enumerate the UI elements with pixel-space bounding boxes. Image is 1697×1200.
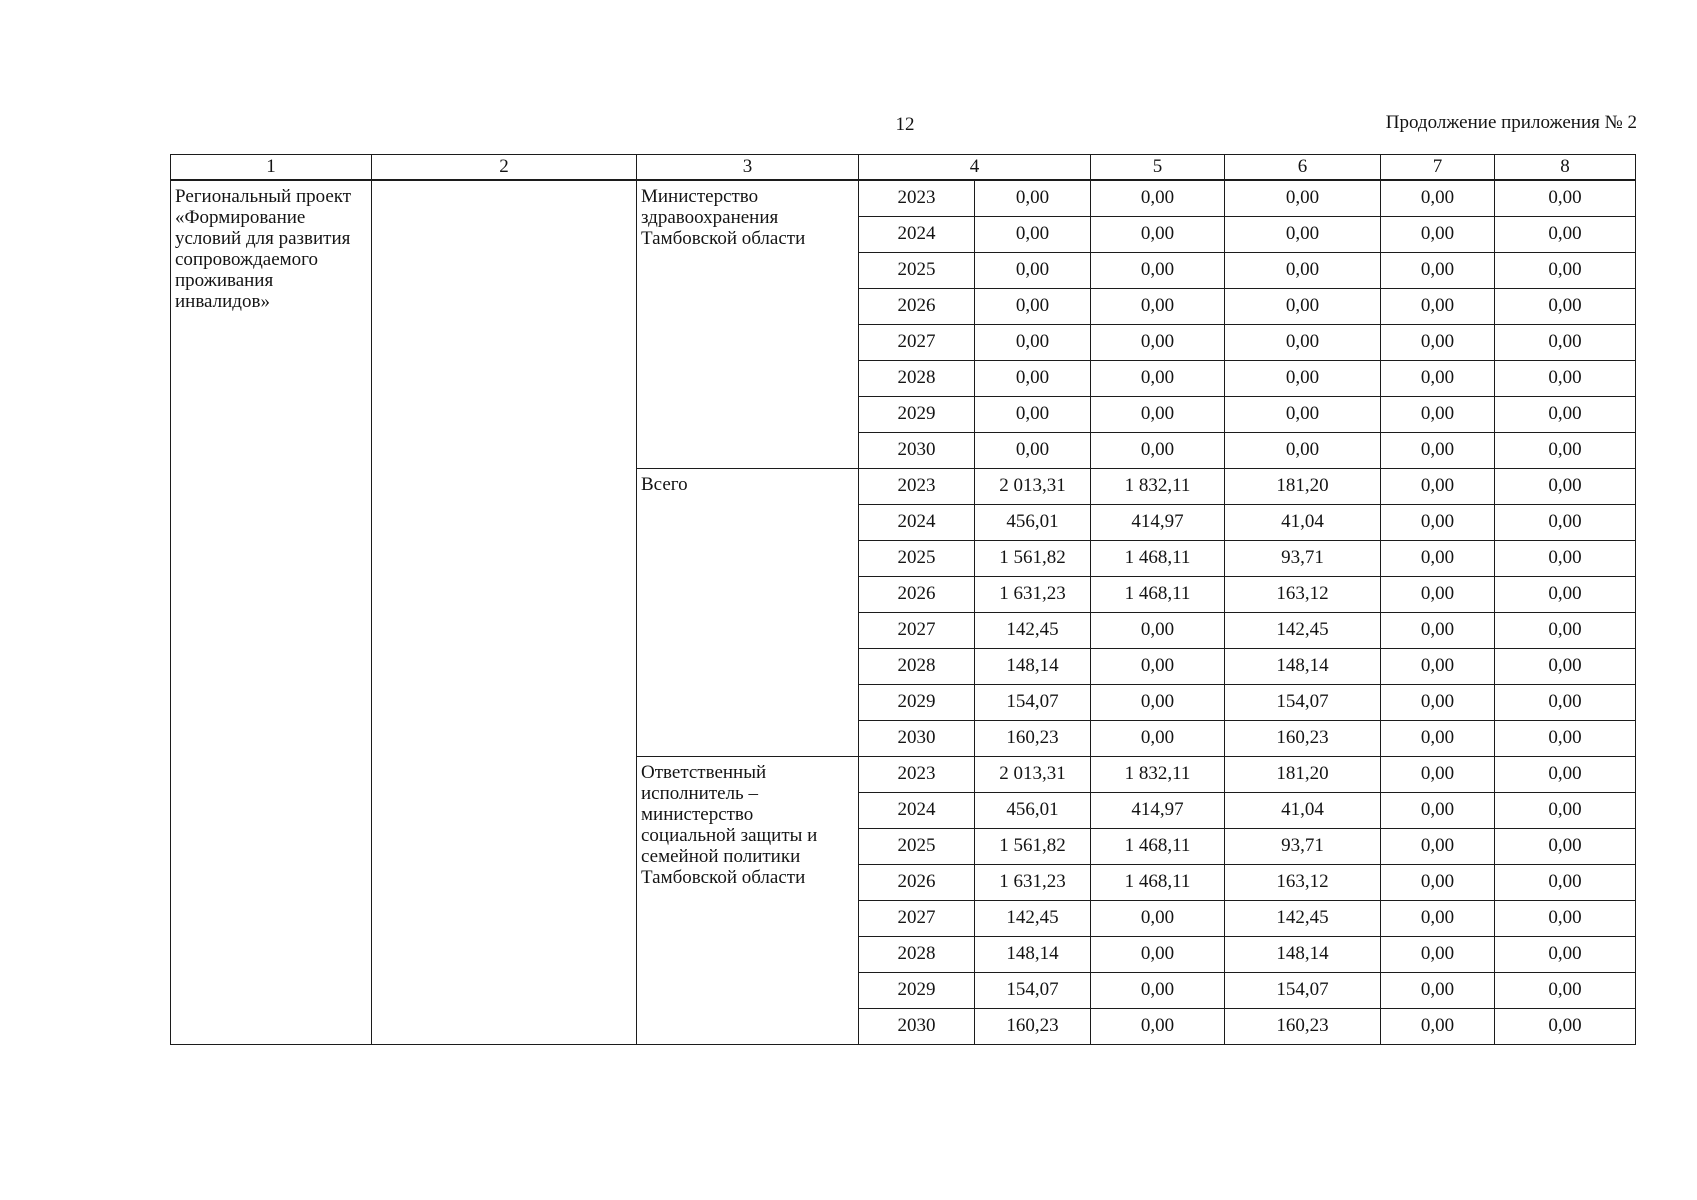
col-6-value-cell: 163,12 (1225, 864, 1381, 900)
col-7-value-cell: 0,00 (1381, 180, 1495, 216)
col-8-value-cell: 0,00 (1495, 576, 1636, 612)
col-6-value-cell: 0,00 (1225, 324, 1381, 360)
col-6-value-cell: 181,20 (1225, 756, 1381, 792)
col-7-value-cell: 0,00 (1381, 468, 1495, 504)
col-8-value-cell: 0,00 (1495, 684, 1636, 720)
year-cell: 2025 (859, 540, 975, 576)
col-6-value-cell: 0,00 (1225, 216, 1381, 252)
col-7-value-cell: 0,00 (1381, 216, 1495, 252)
col-4-value-cell: 154,07 (975, 972, 1091, 1008)
col-8-value-cell: 0,00 (1495, 720, 1636, 756)
year-cell: 2030 (859, 1008, 975, 1044)
year-cell: 2025 (859, 828, 975, 864)
executor-cell: Ответственный исполнитель – министерство социальной защиты и семейной политики Тамбовской области (637, 756, 859, 1044)
col-8-value-cell: 0,00 (1495, 792, 1636, 828)
col-4-value-cell: 148,14 (975, 936, 1091, 972)
column-header-3: 3 (637, 155, 859, 181)
year-cell: 2026 (859, 864, 975, 900)
col-7-value-cell: 0,00 (1381, 612, 1495, 648)
executor-cell: Всего (637, 468, 859, 756)
page-number: 12 (895, 114, 915, 135)
col-7-value-cell: 0,00 (1381, 792, 1495, 828)
col-6-value-cell: 0,00 (1225, 180, 1381, 216)
col-4-value-cell: 142,45 (975, 900, 1091, 936)
col-6-value-cell: 163,12 (1225, 576, 1381, 612)
col-7-value-cell: 0,00 (1381, 324, 1495, 360)
table-header-row (171, 155, 1636, 181)
col-4-value-cell: 456,01 (975, 792, 1091, 828)
col-4-value-cell: 154,07 (975, 684, 1091, 720)
year-cell: 2027 (859, 612, 975, 648)
year-cell: 2029 (859, 684, 975, 720)
column-2-cell (372, 180, 637, 1044)
project-name-cell: Региональный проект «Формирование условий для развития сопровождаемого проживания инвалидов» (171, 180, 372, 1044)
column-header-5: 5 (1091, 155, 1225, 181)
col-7-value-cell: 0,00 (1381, 360, 1495, 396)
col-7-value-cell: 0,00 (1381, 972, 1495, 1008)
col-5-value-cell: 0,00 (1091, 900, 1225, 936)
year-cell: 2023 (859, 468, 975, 504)
col-4-value-cell: 1 631,23 (975, 864, 1091, 900)
column-header-7: 7 (1381, 155, 1495, 181)
table-body (171, 180, 1636, 1044)
col-5-value-cell: 1 468,11 (1091, 864, 1225, 900)
col-4-value-cell: 0,00 (975, 252, 1091, 288)
col-8-value-cell: 0,00 (1495, 540, 1636, 576)
col-5-value-cell: 0,00 (1091, 360, 1225, 396)
col-6-value-cell: 41,04 (1225, 792, 1381, 828)
col-7-value-cell: 0,00 (1381, 720, 1495, 756)
year-cell: 2023 (859, 180, 975, 216)
col-8-value-cell: 0,00 (1495, 288, 1636, 324)
col-6-value-cell: 41,04 (1225, 504, 1381, 540)
col-5-value-cell: 0,00 (1091, 180, 1225, 216)
col-8-value-cell: 0,00 (1495, 936, 1636, 972)
col-6-value-cell: 181,20 (1225, 468, 1381, 504)
year-cell: 2030 (859, 432, 975, 468)
col-6-value-cell: 93,71 (1225, 540, 1381, 576)
col-5-value-cell: 0,00 (1091, 936, 1225, 972)
col-4-value-cell: 0,00 (975, 324, 1091, 360)
year-cell: 2024 (859, 504, 975, 540)
column-header-8: 8 (1495, 155, 1636, 181)
col-4-value-cell: 0,00 (975, 288, 1091, 324)
year-cell: 2024 (859, 216, 975, 252)
col-4-value-cell: 0,00 (975, 396, 1091, 432)
col-4-value-cell: 0,00 (975, 432, 1091, 468)
col-7-value-cell: 0,00 (1381, 504, 1495, 540)
col-8-value-cell: 0,00 (1495, 360, 1636, 396)
col-7-value-cell: 0,00 (1381, 396, 1495, 432)
col-5-value-cell: 1 468,11 (1091, 576, 1225, 612)
year-cell: 2028 (859, 360, 975, 396)
col-4-value-cell: 148,14 (975, 648, 1091, 684)
col-7-value-cell: 0,00 (1381, 936, 1495, 972)
col-5-value-cell: 1 832,11 (1091, 468, 1225, 504)
year-cell: 2028 (859, 936, 975, 972)
col-5-value-cell: 0,00 (1091, 396, 1225, 432)
year-cell: 2023 (859, 756, 975, 792)
col-5-value-cell: 1 832,11 (1091, 756, 1225, 792)
col-5-value-cell: 0,00 (1091, 216, 1225, 252)
col-6-value-cell: 160,23 (1225, 720, 1381, 756)
col-6-value-cell: 0,00 (1225, 396, 1381, 432)
col-6-value-cell: 160,23 (1225, 1008, 1381, 1044)
col-6-value-cell: 148,14 (1225, 936, 1381, 972)
col-8-value-cell: 0,00 (1495, 612, 1636, 648)
col-6-value-cell: 148,14 (1225, 648, 1381, 684)
col-5-value-cell: 0,00 (1091, 288, 1225, 324)
column-header-4: 4 (859, 155, 1091, 181)
col-8-value-cell: 0,00 (1495, 432, 1636, 468)
col-5-value-cell: 0,00 (1091, 720, 1225, 756)
col-5-value-cell: 0,00 (1091, 648, 1225, 684)
col-8-value-cell: 0,00 (1495, 828, 1636, 864)
col-7-value-cell: 0,00 (1381, 288, 1495, 324)
col-6-value-cell: 0,00 (1225, 252, 1381, 288)
col-5-value-cell: 414,97 (1091, 792, 1225, 828)
col-6-value-cell: 93,71 (1225, 828, 1381, 864)
col-8-value-cell: 0,00 (1495, 756, 1636, 792)
col-8-value-cell: 0,00 (1495, 900, 1636, 936)
col-4-value-cell: 1 561,82 (975, 828, 1091, 864)
col-6-value-cell: 142,45 (1225, 612, 1381, 648)
col-6-value-cell: 154,07 (1225, 972, 1381, 1008)
col-7-value-cell: 0,00 (1381, 252, 1495, 288)
col-4-value-cell: 1 561,82 (975, 540, 1091, 576)
column-header-1: 1 (171, 155, 372, 181)
col-5-value-cell: 414,97 (1091, 504, 1225, 540)
col-7-value-cell: 0,00 (1381, 900, 1495, 936)
col-5-value-cell: 1 468,11 (1091, 828, 1225, 864)
col-7-value-cell: 0,00 (1381, 684, 1495, 720)
col-5-value-cell: 0,00 (1091, 1008, 1225, 1044)
year-cell: 2026 (859, 576, 975, 612)
col-6-value-cell: 142,45 (1225, 900, 1381, 936)
col-8-value-cell: 0,00 (1495, 252, 1636, 288)
col-7-value-cell: 0,00 (1381, 828, 1495, 864)
col-4-value-cell: 142,45 (975, 612, 1091, 648)
year-cell: 2027 (859, 900, 975, 936)
col-5-value-cell: 0,00 (1091, 324, 1225, 360)
col-5-value-cell: 0,00 (1091, 612, 1225, 648)
table-row (171, 180, 1636, 216)
col-4-value-cell: 456,01 (975, 504, 1091, 540)
col-4-value-cell: 2 013,31 (975, 468, 1091, 504)
year-cell: 2030 (859, 720, 975, 756)
col-4-value-cell: 0,00 (975, 216, 1091, 252)
column-header-6: 6 (1225, 155, 1381, 181)
col-7-value-cell: 0,00 (1381, 648, 1495, 684)
col-6-value-cell: 0,00 (1225, 432, 1381, 468)
col-4-value-cell: 160,23 (975, 720, 1091, 756)
year-cell: 2027 (859, 324, 975, 360)
col-6-value-cell: 0,00 (1225, 360, 1381, 396)
col-6-value-cell: 0,00 (1225, 288, 1381, 324)
year-cell: 2029 (859, 396, 975, 432)
col-7-value-cell: 0,00 (1381, 864, 1495, 900)
col-5-value-cell: 0,00 (1091, 252, 1225, 288)
col-7-value-cell: 0,00 (1381, 1008, 1495, 1044)
year-cell: 2024 (859, 792, 975, 828)
year-cell: 2028 (859, 648, 975, 684)
year-cell: 2025 (859, 252, 975, 288)
col-8-value-cell: 0,00 (1495, 468, 1636, 504)
executor-cell: Министерство здравоохранения Тамбовской области (637, 180, 859, 468)
col-8-value-cell: 0,00 (1495, 864, 1636, 900)
col-4-value-cell: 0,00 (975, 360, 1091, 396)
col-5-value-cell: 0,00 (1091, 684, 1225, 720)
col-8-value-cell: 0,00 (1495, 180, 1636, 216)
column-header-2: 2 (372, 155, 637, 181)
year-cell: 2026 (859, 288, 975, 324)
col-4-value-cell: 1 631,23 (975, 576, 1091, 612)
col-8-value-cell: 0,00 (1495, 648, 1636, 684)
col-4-value-cell: 160,23 (975, 1008, 1091, 1044)
col-8-value-cell: 0,00 (1495, 216, 1636, 252)
col-7-value-cell: 0,00 (1381, 432, 1495, 468)
col-7-value-cell: 0,00 (1381, 576, 1495, 612)
col-6-value-cell: 154,07 (1225, 684, 1381, 720)
col-8-value-cell: 0,00 (1495, 1008, 1636, 1044)
col-8-value-cell: 0,00 (1495, 396, 1636, 432)
appendix-continuation-label: Продолжение приложения № 2 (1385, 112, 1637, 133)
col-4-value-cell: 0,00 (975, 180, 1091, 216)
col-8-value-cell: 0,00 (1495, 504, 1636, 540)
col-8-value-cell: 0,00 (1495, 972, 1636, 1008)
col-7-value-cell: 0,00 (1381, 756, 1495, 792)
col-4-value-cell: 2 013,31 (975, 756, 1091, 792)
col-8-value-cell: 0,00 (1495, 324, 1636, 360)
col-7-value-cell: 0,00 (1381, 540, 1495, 576)
col-5-value-cell: 0,00 (1091, 972, 1225, 1008)
funding-table (170, 154, 1636, 1045)
col-5-value-cell: 0,00 (1091, 432, 1225, 468)
col-5-value-cell: 1 468,11 (1091, 540, 1225, 576)
year-cell: 2029 (859, 972, 975, 1008)
